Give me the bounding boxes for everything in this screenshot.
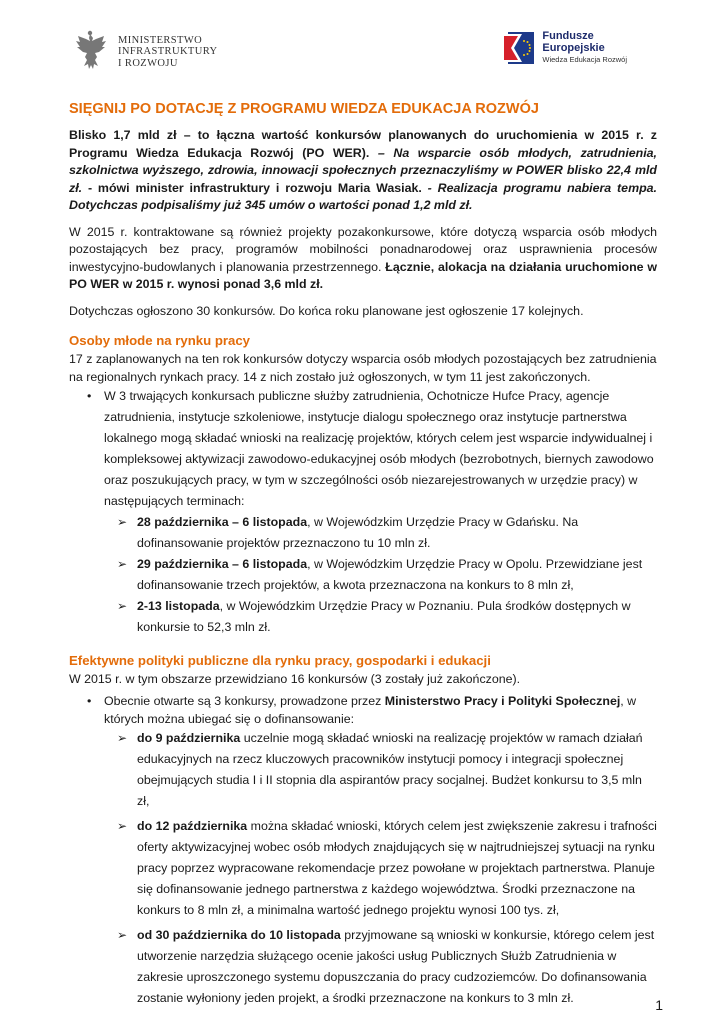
ministry-logo <box>70 30 218 74</box>
section1-subitem-3 <box>117 596 657 638</box>
section2-subitem-3-text: przyjmowane są wnioski w konkursie, którego celem jest utworzenie narzędzia służącego ocenie jakości usług Publicznych Służb Zatrudnienia w zakresie uproszczonego systemu dopuszczania do pracy cudzoziemców. Do dofinansowania zostanie wyłoniony jeden projekt, a środki przeznaczone na konkurs to 3 mln zł. <box>137 927 655 1005</box>
paragraph-contests: Dotychczas ogłoszono 30 konkursów. Do końca roku planowane jest ogłoszenie 17 kolejnych. <box>69 303 584 318</box>
fe-line2: Europejskie <box>542 42 605 54</box>
eu-funds-logo <box>504 30 627 65</box>
paragraph-projects-bold: Łącznie, alokacja na działania uruchomione w PO WER w 2015 r. wynosi ponad 3,6 mld zł. <box>69 259 658 291</box>
section1-bullet <box>87 386 657 512</box>
section1-intro: 17 z zaplanowanych na ten rok konkursów dotyczy wsparcia osób młodych pozostających bez zatrudnienia na regionalnych rynkach pracy. 14 z nich zostało już ogłoszonych, w tym 11 jest zakończonych. <box>69 352 657 384</box>
eu-flag-icon <box>504 32 534 64</box>
section1-subitem-3-date: 2-13 listopada <box>137 599 220 613</box>
section1-subitem-3-text: , w Wojewódzkim Urzędzie Pracy w Poznaniu. Pula środków dostępnych w konkursie to 52,3 mln zł. <box>137 599 631 634</box>
section1-subitem-2-date: 29 października – 6 listopada <box>137 557 308 571</box>
section2-heading: Efektywne polityki publiczne dla rynku pracy, gospodarki i edukacji <box>69 653 491 668</box>
section2-bullet-ministry: Ministerstwo Pracy i Polityki Społecznej <box>384 693 621 708</box>
ministry-name-line2: INFRASTRUKTURY <box>118 46 218 58</box>
intro-paragraph <box>69 127 657 215</box>
document-body <box>69 100 657 1013</box>
fe-line1: Fundusze <box>542 30 594 42</box>
section2-subitem-1-date: do 9 października <box>137 730 241 745</box>
fe-line3: Wiedza Edukacja Rozwój <box>542 55 627 64</box>
section2-bullet-text1: Obecnie otwarte są 3 konkursy, prowadzone przez <box>104 693 385 708</box>
section1-subitem-2 <box>117 554 657 596</box>
intro-bold-italic-1: – Na wsparcie osób młodych, zatrudnienia, szkolnictwa wyższego, zdrowia, innowacji społecznych przeznaczyliśmy w POWER blisko 22,4 mld zł. <box>69 145 658 195</box>
section1-list <box>69 386 657 512</box>
section2-subitem-2-date: do 12 października <box>137 818 248 833</box>
section2-subitem-1-text: uczelnie mogą składać wnioski na realizację projektów w ramach działań edukacyjnych na rzecz kluczowych pracowników instytucji pomocy i integracji społecznej obejmujących studia I i II stopnia dla aspirantów pracy socjalnej. Budżet konkursu to 3,5 mln zł, <box>137 730 643 808</box>
ministry-name-line3: I ROZWOJU <box>118 57 178 69</box>
section2-bullet-text2: , w których można ubiegać się o dofinansowanie: <box>104 693 637 726</box>
section2-subitem-3-date: od 30 października do 10 listopada <box>137 927 341 942</box>
section1-bullet-text: W 3 trwających konkursach publiczne służby zatrudnienia, Ochotnicze Hufce Pracy, agencje zatrudnienia, instytucje szkoleniowe, instytucje dialogu społecznego oraz instytucje partnerstwa lokalnego mogą składać wnioski na realizację projektów, których celem jest wsparcie indywidualnej i kompleksowej aktywizacji zawodowo-edukacyjnej osób młodych (bezrobotnych, biernych zawodowo oraz poszukujących pracy, w tym w szczególności osób niezarejestrowanych w urzędzie pracy) w następujących terminach: <box>104 389 654 508</box>
section1-subitem-1-text: , w Wojewódzkim Urzędzie Pracy w Gdańsku. Na dofinansowanie projektów przeznaczono tu 10 mln zł. <box>137 515 579 550</box>
page-title: SIĘGNIJ PO DOTACJĘ Z PROGRAMU WIEDZA EDUKACJA ROZWÓJ <box>69 101 539 117</box>
intro-bold-2: - mówi minister infrastruktury i rozwoju Maria Wasiak. <box>82 180 422 195</box>
intro-bold-1: Blisko 1,7 mld zł – to łączna wartość konkursów planowanych do uruchomienia w 2015 r. z Programu Wiedza Edukacja Rozwój (PO WER). <box>69 128 657 160</box>
section2-sublist <box>69 728 657 1009</box>
section1-heading: Osoby młode na rynku pracy <box>69 333 251 348</box>
section1-sublist <box>69 512 657 638</box>
page-number: 1 <box>655 997 663 1013</box>
section1-subitem-2-text: , w Wojewódzkim Urzędzie Pracy w Opolu. Przewidziane jest dofinansowanie trzech projektów, a kwota przeznaczona na konkurs to 8 mln zł, <box>137 557 643 592</box>
section2-bullet <box>87 692 657 728</box>
section2-subitem-2-text: można składać wnioski, których celem jest zwiększenie zakresu i trafności oferty aktywizacyjnej wobec osób młodych znajdujących się w najtrudniejszej sytuacji na rynku pracy poprzez wypracowane rekomendacje przez powołane w projektach partnerstwa. Planuje się dofinansowanie jednego partnerstwa z każdego województwa. Środki przeznaczone na konkurs to 8 mln zł, a minimalna wartość jednego projektu wynosi 100 tys. zł, <box>137 818 657 917</box>
ministry-name-line1: MINISTERSTWO <box>118 34 203 46</box>
eagle-emblem-icon <box>70 30 110 74</box>
section1-subitem-1-date: 28 października – 6 listopada <box>137 515 308 529</box>
section2-subitem-1 <box>117 728 657 812</box>
paragraph-projects <box>69 224 657 294</box>
section2-list <box>69 692 657 728</box>
section2-subitem-3 <box>117 925 657 1009</box>
intro-bold-italic-2: - Realizacja programu nabiera tempa. Dotychczas podpisaliśmy już 345 umów o wartości ponad 1,2 mld zł. <box>69 180 657 212</box>
section1-subitem-1 <box>117 512 657 554</box>
paragraph-projects-text: W 2015 r. kontraktowane są również projekty pozakonkursowe, które dotyczą wsparcia osób młodych pozostających bez pracy, programów mobilności ponadnarodowej oraz usprawnienia procesów inwestycyjno-budowlanych i planowania przestrzennego. <box>69 224 657 274</box>
section2-intro: W 2015 r. w tym obszarze przewidziano 16 konkursów (3 zostały już zakończone). <box>69 672 521 686</box>
section2-subitem-2 <box>117 816 657 921</box>
